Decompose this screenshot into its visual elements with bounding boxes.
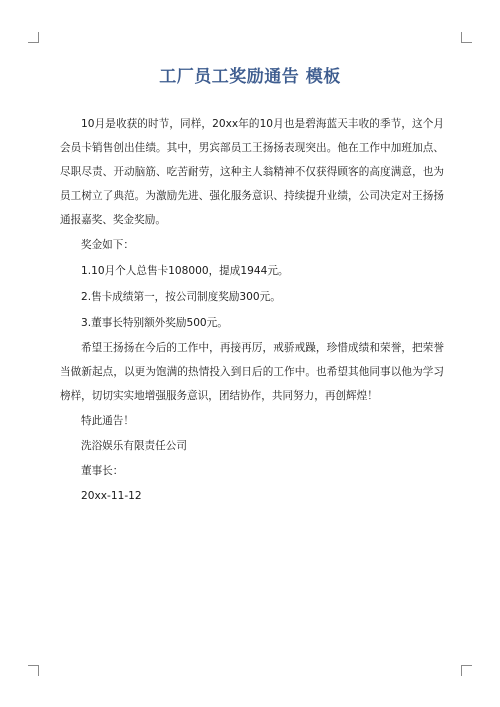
intro-paragraph: 10月是收获的时节，同样，20xx年的10月也是碧海蓝天丰收的季节，这个月会员卡销售创出佳绩。其中，男宾部员工王扬扬表现突出。他在工作中加班加点、尽职尽责、开动脑筋、吃苦耐劳，这种主人翁精神不仅获得顾客的高度满意，也为员工树立了典范。为激励先进、强化服务意识、持续提升业绩，公司决定对王扬扬通报嘉奖、奖金奖励。 bbox=[60, 118, 444, 226]
signer-label: 董事长： bbox=[81, 465, 124, 477]
document-body bbox=[60, 112, 444, 508]
bonus-item-3: 3.董事长特别额外奖励500元。 bbox=[81, 317, 228, 329]
company-name: 洗浴娱乐有限责任公司 bbox=[81, 440, 187, 452]
crop-mark-top-right bbox=[461, 32, 472, 43]
bonus-item-1: 1.10月个人总售卡108000，提成1944元。 bbox=[81, 265, 289, 277]
crop-mark-bottom-right bbox=[461, 665, 472, 676]
document-title: 工厂员工奖励通告 模板 bbox=[159, 67, 341, 87]
bonus-item-2: 2.售卡成绩第一，按公司制度奖励300元。 bbox=[81, 291, 281, 303]
document-date: 20xx-11-12 bbox=[81, 490, 142, 502]
closing-paragraph: 希望王扬扬在今后的工作中，再接再厉，戒骄戒躁，珍惜成绩和荣誉，把荣誉当做新起点，以更为饱满的热情投入到日后的工作中。也希望其他同事以他为学习榜样，切切实实地增强服务意识，团结协作，共同努力，再创辉煌！ bbox=[60, 342, 444, 402]
notice-line: 特此通告！ bbox=[81, 415, 134, 427]
crop-mark-bottom-left bbox=[28, 665, 39, 676]
bonus-heading: 奖金如下： bbox=[81, 239, 134, 251]
crop-mark-top-left bbox=[28, 32, 39, 43]
